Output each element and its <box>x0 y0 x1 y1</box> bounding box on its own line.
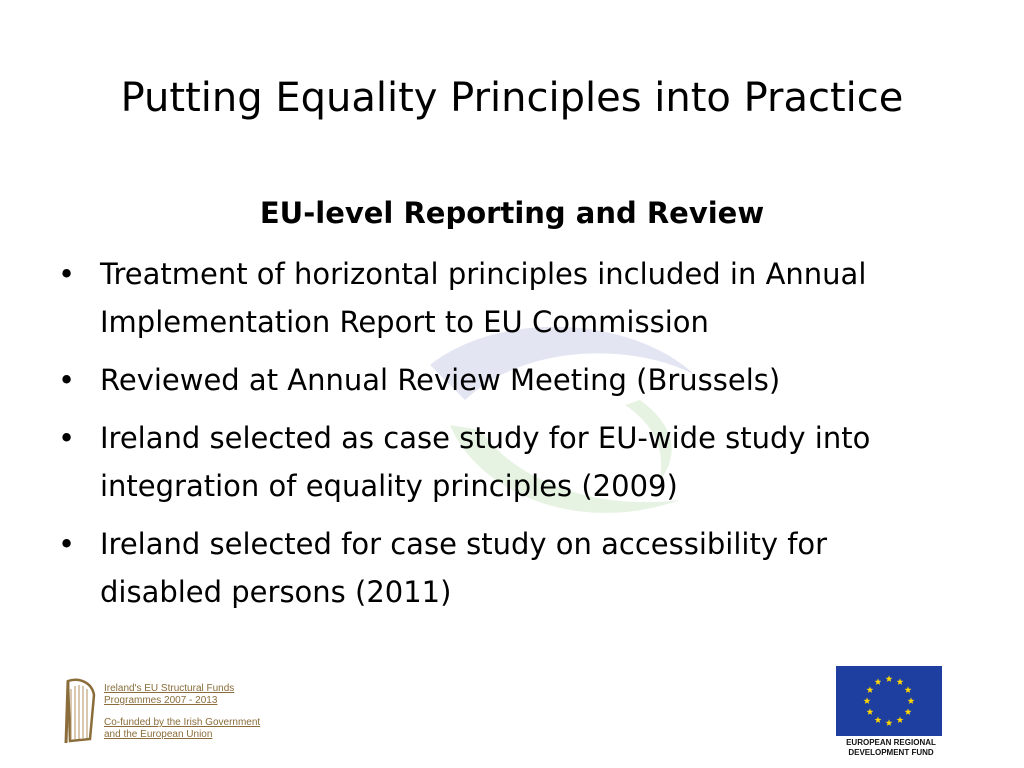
bullet-glyph: • <box>58 527 76 561</box>
bullet-text: integration of equality principles (2009) <box>100 469 678 503</box>
structural-funds-logo <box>60 675 261 750</box>
funds-line: Ireland's EU Structural Funds <box>104 683 235 694</box>
cofunded-line: Co-funded by the Irish Government <box>104 717 261 728</box>
erdf-line: EUROPEAN REGIONAL <box>846 738 936 747</box>
bullet-text: Implementation Report to EU Commission <box>100 305 709 339</box>
funds-line: Programmes 2007 - 2013 <box>104 695 218 706</box>
bullet-glyph: • <box>58 363 76 397</box>
harp-icon <box>60 675 100 745</box>
bullet-text: Treatment of horizontal principles included in Annual <box>100 257 867 291</box>
bullet-glyph: • <box>58 257 76 291</box>
bullet-item <box>58 250 978 346</box>
erdf-text <box>836 738 946 758</box>
slide-title: Putting Equality Principles into Practice <box>120 75 904 121</box>
eu-flag-icon <box>836 666 942 736</box>
section-subheading: EU-level Reporting and Review <box>259 196 765 230</box>
structural-funds-text <box>104 683 261 741</box>
bullet-text: Ireland selected as case study for EU-wide study into <box>100 421 871 455</box>
bullet-list <box>58 250 978 626</box>
bullet-text: disabled persons (2011) <box>100 575 452 609</box>
bullet-text: Ireland selected for case study on accessibility for <box>100 527 828 561</box>
cofunded-line: and the European Union <box>104 729 213 740</box>
bullet-item <box>58 520 978 616</box>
bullet-glyph: • <box>58 421 76 455</box>
bullet-item <box>58 356 978 404</box>
erdf-logo <box>836 666 946 756</box>
bullet-item <box>58 414 978 510</box>
erdf-line: DEVELOPMENT FUND <box>848 748 934 757</box>
bullet-text: Reviewed at Annual Review Meeting (Brussels) <box>100 363 781 397</box>
